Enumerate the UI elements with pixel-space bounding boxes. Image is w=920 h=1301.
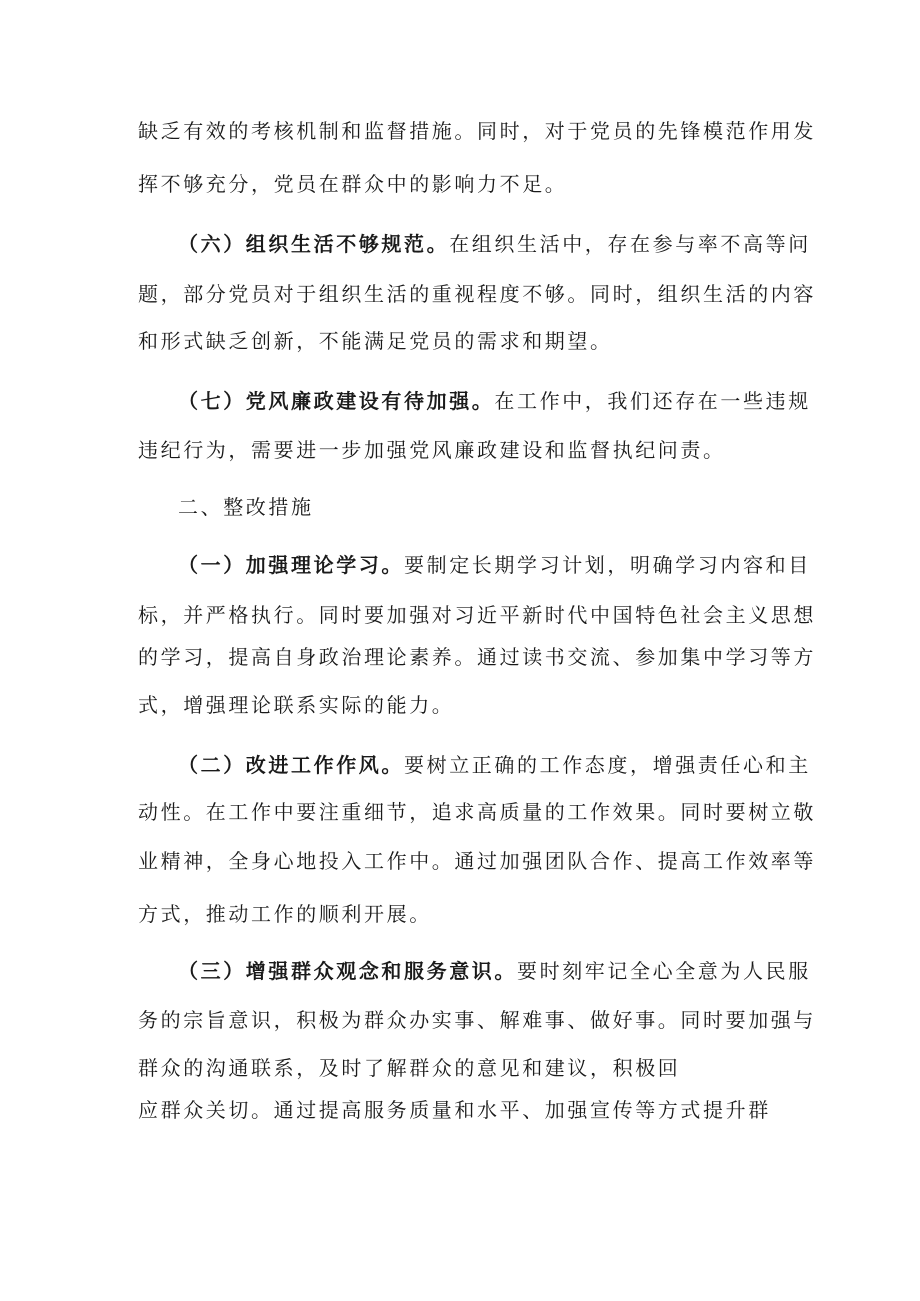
item-7-text: 在工作中，我们还存在一些违规 — [494, 389, 811, 413]
paragraph-line: 应群众关切。通过提高服务质量和水平、加强宣传等方式提升群 — [138, 1098, 771, 1122]
item-1-heading: （一）加强理论学习。 — [178, 553, 404, 577]
item-3-heading: （三）增强群众观念和服务意识。 — [178, 959, 517, 983]
paragraph-line: 和形式缺乏创新，不能满足党员的需求和期望。 — [138, 329, 613, 353]
paragraph-line: 式，增强理论联系实际的能力。 — [138, 693, 455, 717]
section-heading: 二、整改措施 — [178, 495, 314, 519]
item-6-text: 在组织生活中，存在参与率不高等问 — [449, 232, 811, 256]
paragraph-line: 务的宗旨意识，积极为群众办实事、解难事、做好事。同时要加强与 — [138, 1008, 816, 1032]
item-2-first-line — [178, 751, 811, 779]
item-7-heading: （七）党风廉政建设有待加强。 — [178, 389, 495, 413]
paragraph-line: 缺乏有效的考核机制和监督措施。同时，对于党员的先锋模范作用发 — [138, 119, 816, 143]
item-6-heading: （六）组织生活不够规范。 — [178, 232, 450, 256]
item-2-heading: （二）改进工作作风。 — [178, 753, 404, 777]
item-2-text: 要树立正确的工作态度，增强责任心和主 — [404, 753, 811, 777]
paragraph-line: 业精神，全身心地投入工作中。通过加强团队合作、提高工作效率等 — [138, 849, 816, 873]
item-3-text: 要时刻牢记全心全意为人民服 — [517, 959, 811, 983]
paragraph-line: 方式，推动工作的顺利开展。 — [138, 902, 432, 926]
paragraph-line: 标，并严格执行。同时要加强对习近平新时代中国特色社会主义思想 — [138, 603, 816, 627]
paragraph-line: 群众的沟通联系，及时了解群众的意见和建议，积极回 — [138, 1056, 681, 1080]
item-6-first-line — [178, 230, 811, 258]
paragraph-line: 的学习，提高自身政治理论素养。通过读书交流、参加集中学习等方 — [138, 645, 816, 669]
paragraph-line: 违纪行为，需要进一步加强党风廉政建设和监督执纪问责。 — [138, 438, 726, 462]
paragraph-line: 题，部分党员对于组织生活的重视程度不够。同时，组织生活的内容 — [138, 282, 816, 306]
item-1-first-line — [178, 551, 811, 579]
item-3-first-line — [178, 957, 811, 985]
item-7-first-line — [178, 387, 811, 415]
paragraph-line: 动性。在工作中要注重细节，追求高质量的工作效果。同时要树立敬 — [138, 800, 816, 824]
item-1-text: 要制定长期学习计划，明确学习内容和目 — [404, 553, 811, 577]
paragraph-line: 挥不够充分，党员在群众中的影响力不足。 — [138, 172, 568, 196]
